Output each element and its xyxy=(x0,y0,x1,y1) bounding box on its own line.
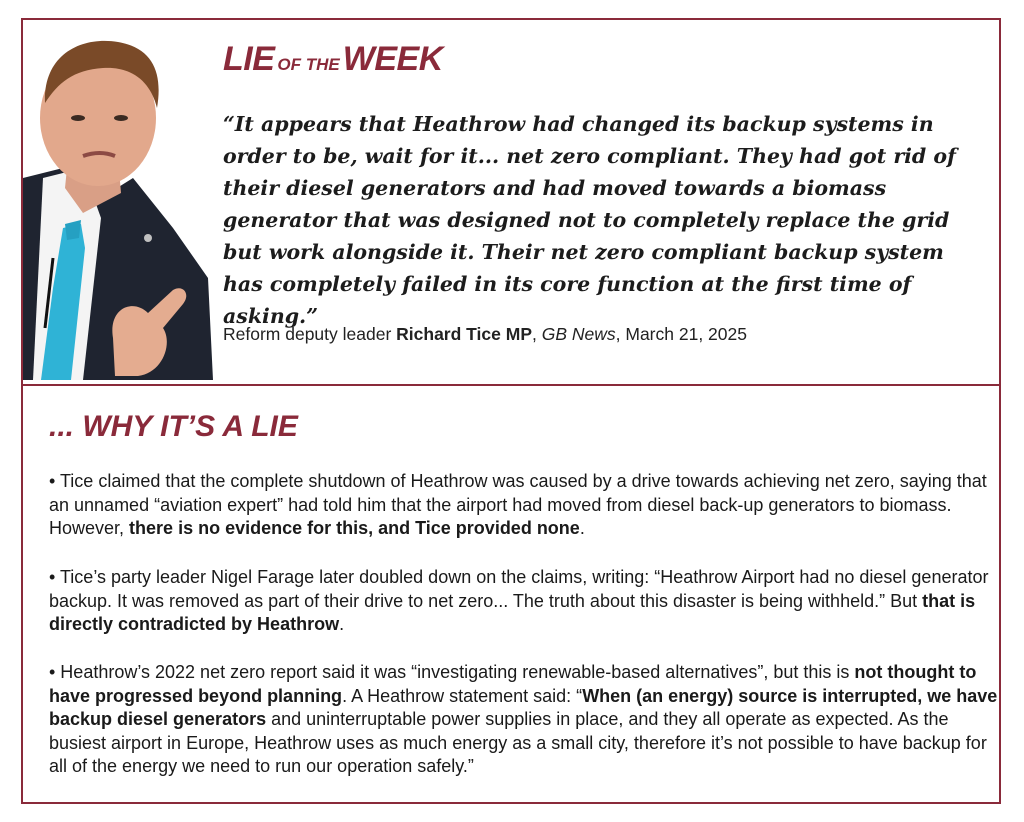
title-of-the: OF THE xyxy=(277,55,340,74)
attribution-outlet: GB News xyxy=(541,324,616,344)
quote-panel xyxy=(23,20,999,386)
bullet-text: . xyxy=(339,614,345,634)
bullet-paragraph xyxy=(49,470,999,541)
attribution-sep-2: , xyxy=(615,324,626,344)
bullet-paragraph xyxy=(49,566,999,637)
quote-text: “It appears that Heathrow had changed its backup systems in order to be, wait for it... net zero compliant. They had got rid of their diesel generators and had moved towards a biomass generator that was designed not to completely replace the grid but work alongside it. Their net zero compliant backup system has completely failed in its core function at the first time of asking.” xyxy=(223,112,956,328)
bullet-emphasis: When (an energy) source is interrupted, we have backup diesel generators xyxy=(49,685,998,729)
bullet-paragraph xyxy=(49,661,999,779)
feature-title xyxy=(223,42,443,76)
attribution xyxy=(223,324,747,345)
title-lie: LIE xyxy=(223,40,275,78)
title-week: WEEK xyxy=(342,40,443,78)
speaker-portrait xyxy=(23,28,213,380)
attribution-name: Richard Tice MP xyxy=(396,324,532,344)
lie-of-the-week-card xyxy=(21,18,1001,804)
bullet-text: and uninterruptable power supplies in place, and they all operate as expected. As the busiest airport in Europe, Heathrow uses as much energy as a small city, therefore it’s not possible to have backup for all of the energy we need to run our operation safely.” xyxy=(49,709,987,776)
bullet-text: • Heathrow’s 2022 net zero report said it was “investigating renewable-based alternatives”, but this is xyxy=(49,662,855,682)
bullet-text: • Tice claimed that the complete shutdown of Heathrow was caused by a drive towards achieving net zero, saying that an unnamed “aviation expert” had told him that the airport had moved from diesel back-up generators to biomass. However, xyxy=(49,471,987,538)
section-title: ... WHY IT’S A LIE xyxy=(49,410,298,443)
bullet-text: . A Heathrow statement said: “ xyxy=(342,685,583,706)
bullet-text: . xyxy=(579,518,585,538)
attribution-date: March 21, 2025 xyxy=(625,324,747,344)
bullet-emphasis: not thought to have progressed beyond planning xyxy=(49,662,977,706)
attribution-sep-1: , xyxy=(532,324,542,344)
bullet-emphasis: there is no evidence for this, and Tice provided none xyxy=(129,518,580,538)
bullet-emphasis: that is directly contradicted by Heathrow xyxy=(49,590,976,634)
bullet-text: • Tice’s party leader Nigel Farage later doubled down on the claims, writing: “Heathrow Airport had no diesel generator backup. It was removed as part of their drive to net zero... The truth about this disaster is being withheld.” But xyxy=(49,567,989,611)
attribution-prefix: Reform deputy leader xyxy=(223,324,397,344)
